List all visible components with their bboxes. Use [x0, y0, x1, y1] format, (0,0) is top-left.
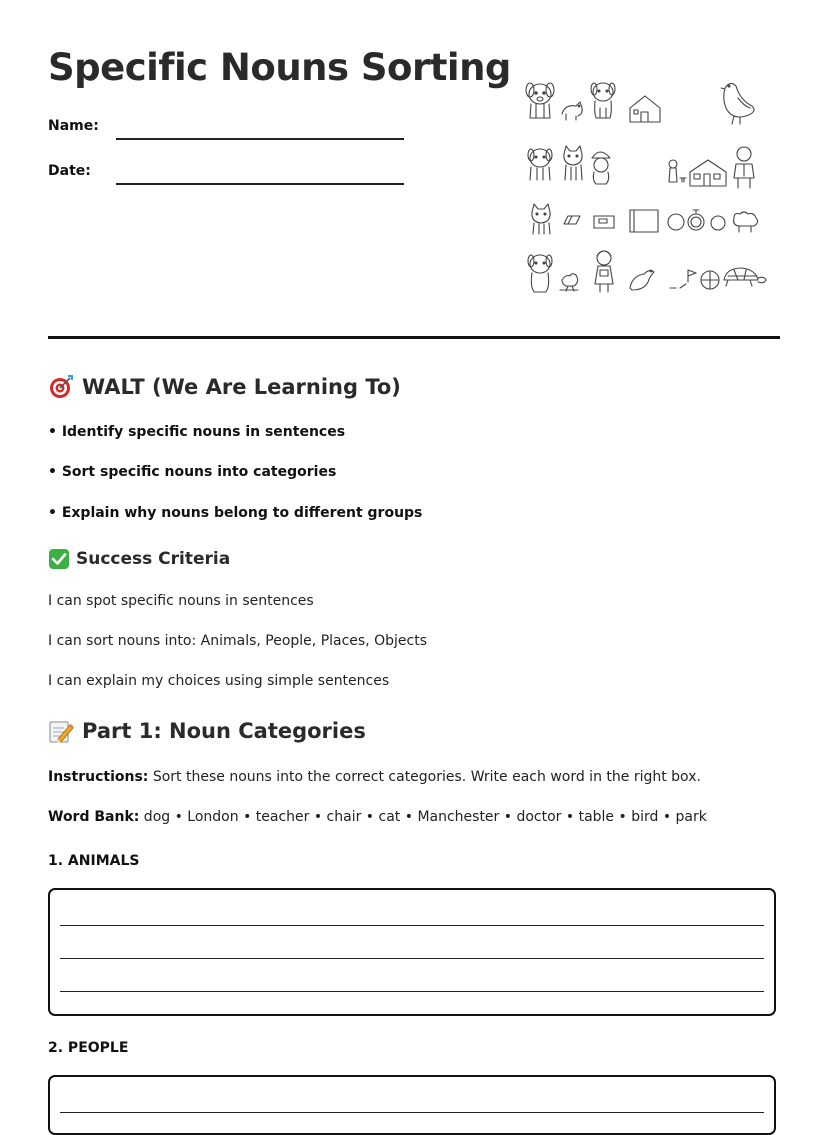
box-icon — [594, 216, 614, 228]
write-line — [60, 991, 764, 992]
cat-icon — [532, 204, 550, 234]
header-divider — [48, 336, 780, 339]
flag-icon — [670, 270, 696, 288]
man-icon — [734, 147, 754, 188]
ring-icon — [668, 214, 684, 230]
noun-clipart-collage — [520, 72, 770, 302]
category-heading-people: 2. PEOPLE — [48, 1040, 129, 1056]
small-person-icon — [669, 160, 686, 182]
name-label: Name: — [48, 118, 99, 134]
instructions-label: Instructions: — [48, 769, 149, 785]
write-line — [60, 1112, 764, 1113]
bird-icon — [721, 83, 754, 124]
girl-icon — [595, 251, 613, 292]
success-criteria-item: I can spot specific nouns in sentences — [48, 593, 314, 609]
walt-heading — [48, 374, 401, 400]
name-field — [48, 112, 408, 142]
write-line — [60, 958, 764, 959]
house-icon — [630, 96, 660, 122]
success-criteria-item: I can explain my choices using simple sentences — [48, 673, 390, 689]
word-bank — [48, 809, 707, 825]
date-label: Date: — [48, 163, 91, 179]
seal-icon — [630, 270, 654, 290]
walt-heading-text: WALT (We Are Learning To) — [82, 375, 401, 399]
sheep-icon — [734, 212, 758, 232]
duck-icon — [560, 274, 578, 291]
success-criteria-heading — [48, 548, 230, 570]
part1-heading — [48, 718, 366, 744]
success-criteria-heading-text: Success Criteria — [76, 549, 231, 569]
book-icon — [564, 216, 580, 224]
instructions-text — [48, 769, 701, 785]
child-with-hat-icon — [592, 152, 610, 184]
instructions-body: Sort these nouns into the correct categories. Write each word in the right box. — [148, 769, 701, 785]
write-line — [60, 925, 764, 926]
cat-icon — [564, 146, 582, 180]
page-title: Specific Nouns Sorting — [48, 46, 511, 89]
answer-box-animals[interactable] — [48, 888, 776, 1016]
word-bank-label: Word Bank: — [48, 809, 140, 825]
memo-pencil-icon — [48, 718, 74, 744]
dog-icon — [528, 149, 552, 180]
category-heading-animals: 1. ANIMALS — [48, 853, 140, 869]
turtle-icon — [724, 268, 766, 286]
check-box-icon — [48, 548, 70, 570]
part1-heading-text: Part 1: Noun Categories — [82, 719, 366, 743]
success-criteria-item: I can sort nouns into: Animals, People, Places, Objects — [48, 633, 428, 649]
ball-icon — [701, 271, 719, 289]
dog-icon — [528, 255, 552, 292]
answer-box-people[interactable] — [48, 1075, 776, 1135]
walt-item: • Sort specific nouns into categories — [48, 464, 337, 480]
ball-icon — [711, 216, 725, 230]
target-icon — [48, 374, 74, 400]
building-icon — [690, 160, 726, 186]
tablet-icon — [630, 210, 658, 232]
walt-item: • Identify specific nouns in sentences — [48, 424, 346, 440]
date-write-line — [116, 183, 404, 185]
stopwatch-icon — [688, 210, 704, 230]
dog-icon — [526, 83, 554, 118]
walt-item: • Explain why nouns belong to different groups — [48, 505, 423, 521]
puppy-icon — [591, 83, 615, 118]
date-field — [48, 157, 408, 187]
word-bank-words: dog • London • teacher • chair • cat • Manchester • doctor • table • bird • park — [139, 809, 707, 825]
small-dog-icon — [562, 102, 582, 120]
name-write-line — [116, 138, 404, 140]
